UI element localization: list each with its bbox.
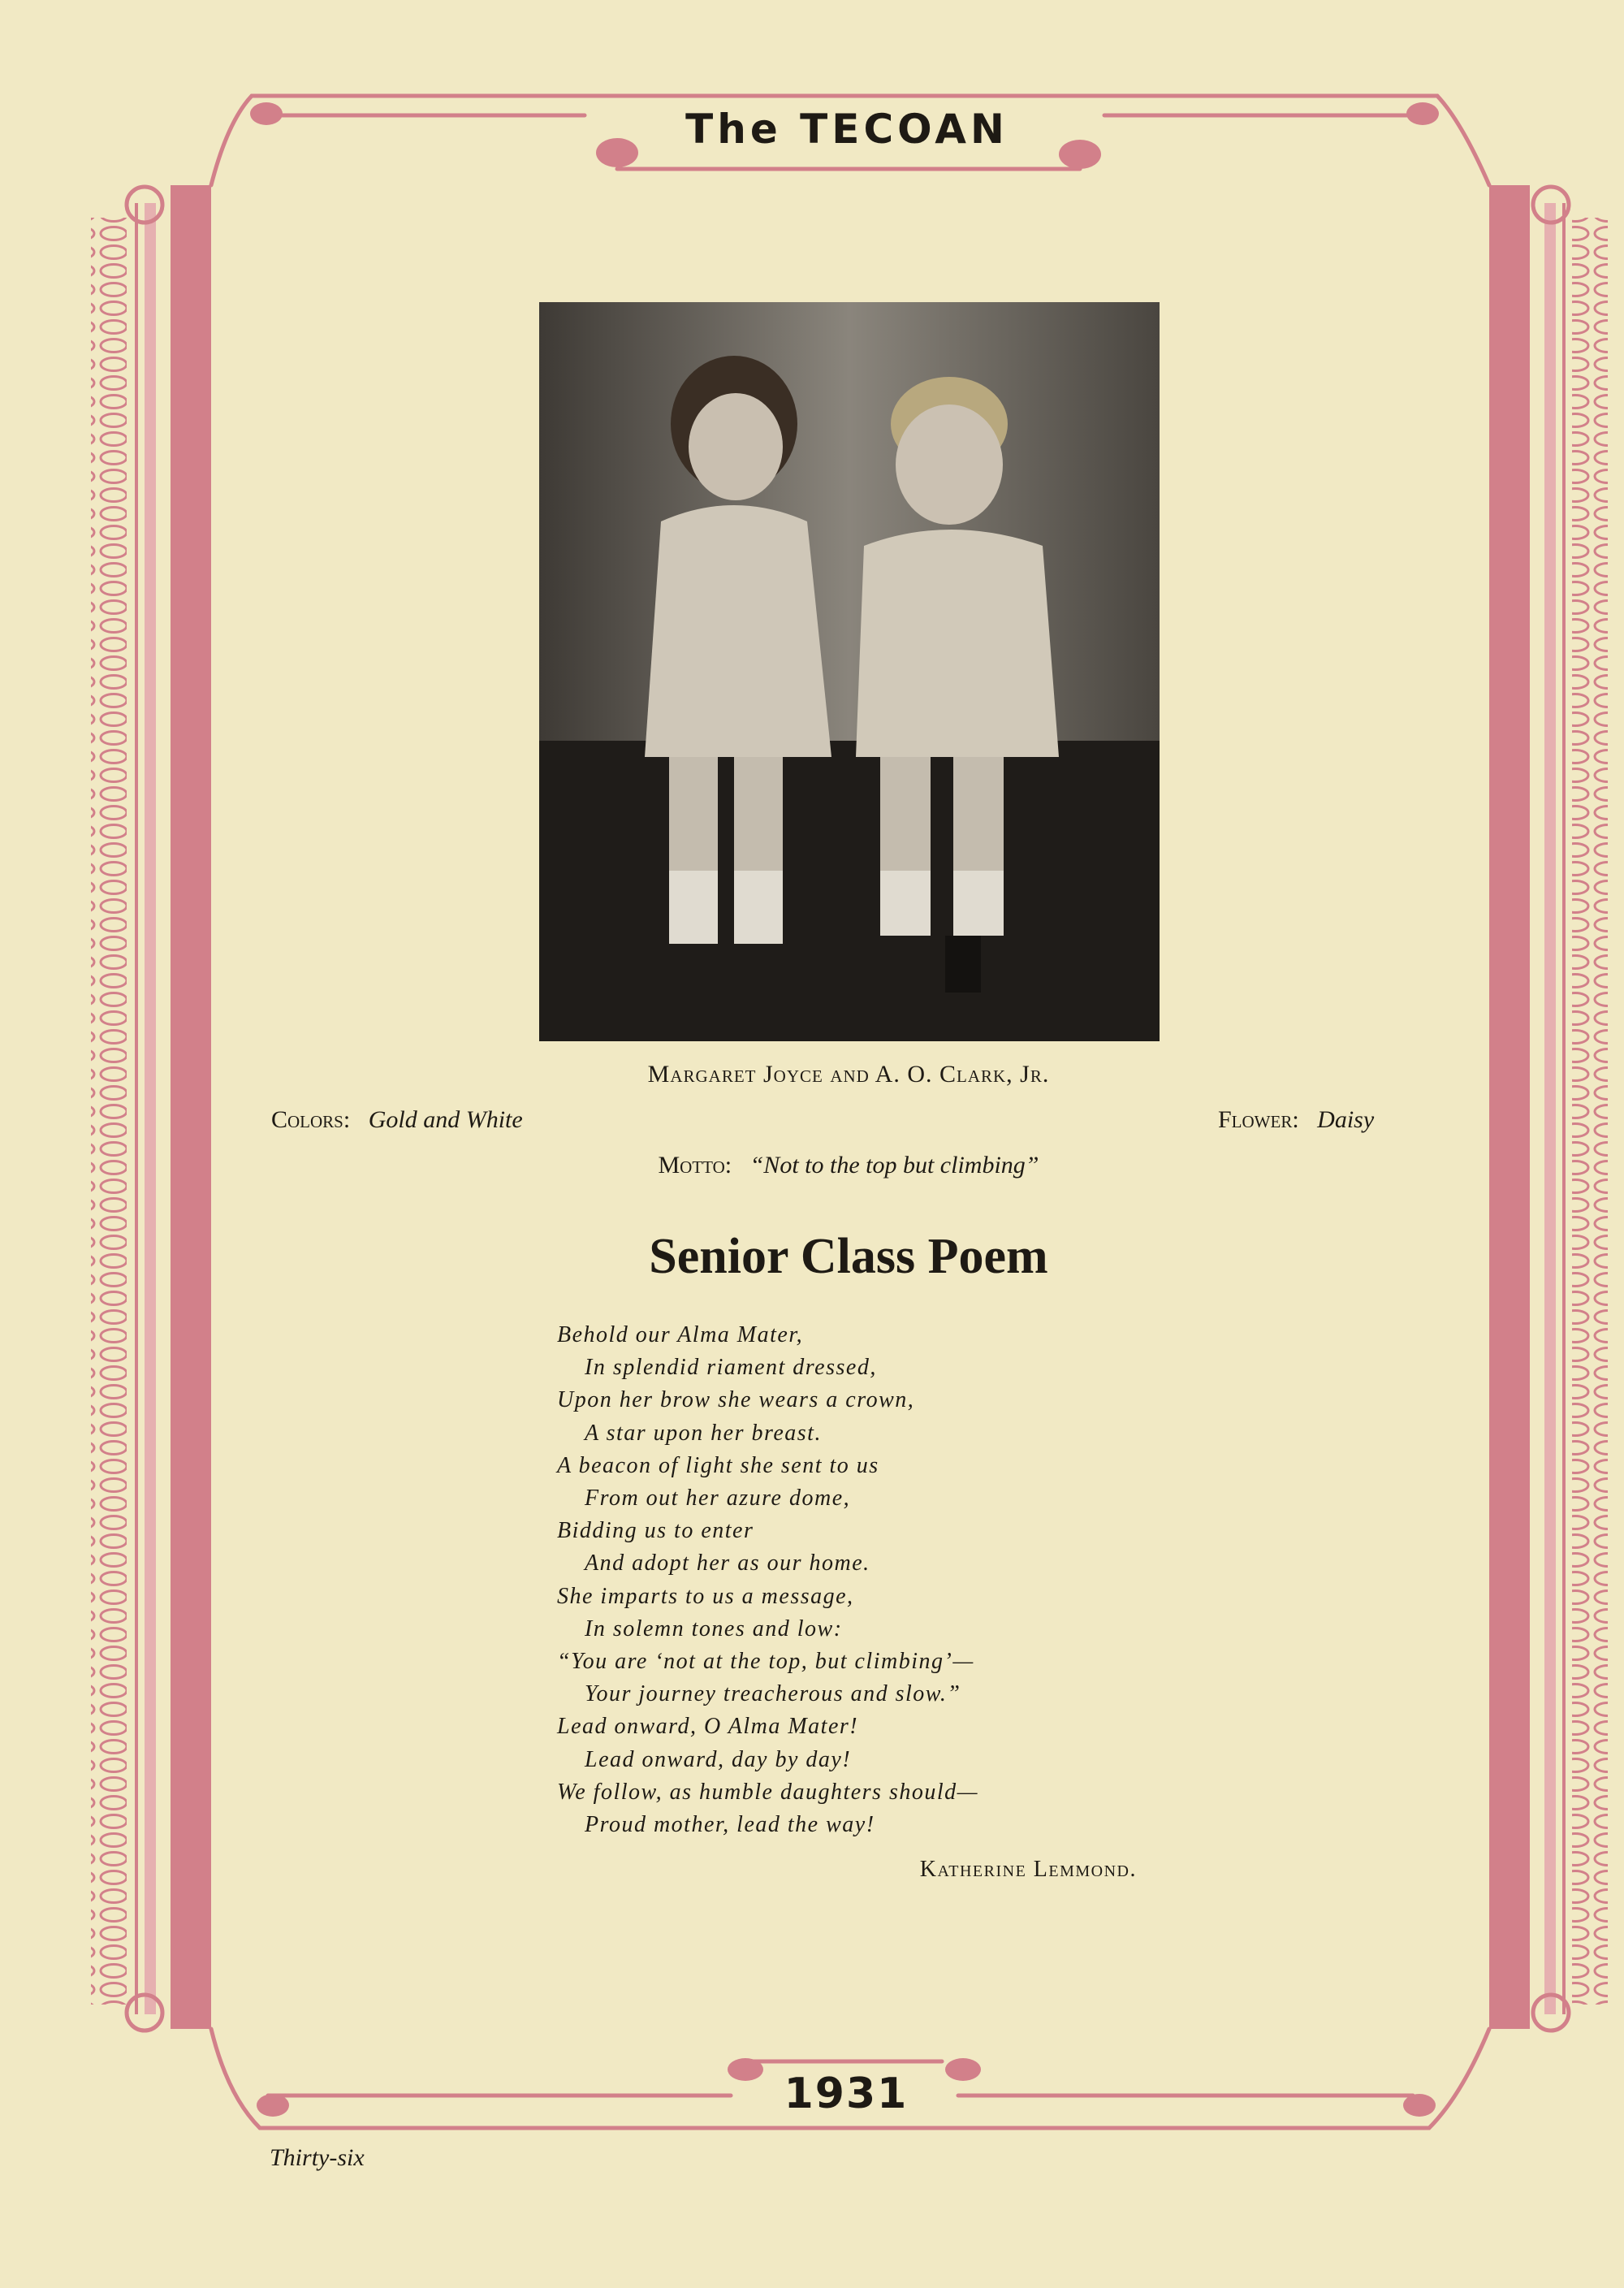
motto-value: “Not to the top but climbing”: [749, 1152, 1039, 1179]
colors-label: Colors:: [271, 1106, 351, 1133]
colors-value: Gold and White: [368, 1106, 523, 1133]
flower-label: Flower:: [1218, 1106, 1299, 1133]
class-colors: [271, 1106, 523, 1134]
poem-line: Your journey treacherous and slow.”: [585, 1681, 961, 1707]
poem-line: Behold our Alma Mater,: [557, 1322, 804, 1347]
poem-line: From out her azure dome,: [585, 1486, 851, 1512]
poem-title: Senior Class Poem: [649, 1229, 1048, 1284]
poem-line: A beacon of light she sent to us: [557, 1452, 879, 1478]
poem-line: A star upon her breast.: [585, 1420, 822, 1446]
header-title: The TECOAN: [685, 106, 1009, 153]
poem-line: Lead onward, O Alma Mater!: [557, 1714, 859, 1740]
photo-caption: Margaret Joyce and A. O. Clark, Jr.: [647, 1061, 1050, 1088]
flower-value: Daisy: [1317, 1106, 1375, 1133]
poem-line: Proud mother, lead the way!: [585, 1812, 875, 1838]
motto-label: Motto:: [658, 1152, 732, 1179]
class-motto: [406, 1152, 1291, 1179]
poem-line: She imparts to us a message,: [557, 1583, 854, 1609]
poem-line: Lead onward, day by day!: [585, 1746, 852, 1772]
poem-body: [557, 1319, 1174, 1841]
poem-line: And adopt her as our home.: [585, 1551, 870, 1577]
footer-year: 1931: [784, 2070, 909, 2118]
poem-line: We follow, as humble daughters should—: [557, 1779, 979, 1805]
poem-line: Bidding us to enter: [557, 1518, 754, 1544]
portrait-photo: [539, 302, 1160, 1041]
poem-line: Upon her brow she wears a crown,: [557, 1387, 915, 1413]
poem-line: “You are ‘not at the top, but climbing’—: [557, 1649, 974, 1675]
class-flower: [1218, 1106, 1374, 1134]
poem-line: In splendid riament dressed,: [585, 1355, 877, 1381]
page-number: Thirty-six: [270, 2144, 365, 2171]
poem-line: In solemn tones and low:: [585, 1615, 843, 1641]
poem-author: Katherine Lemmond.: [919, 1857, 1137, 1882]
